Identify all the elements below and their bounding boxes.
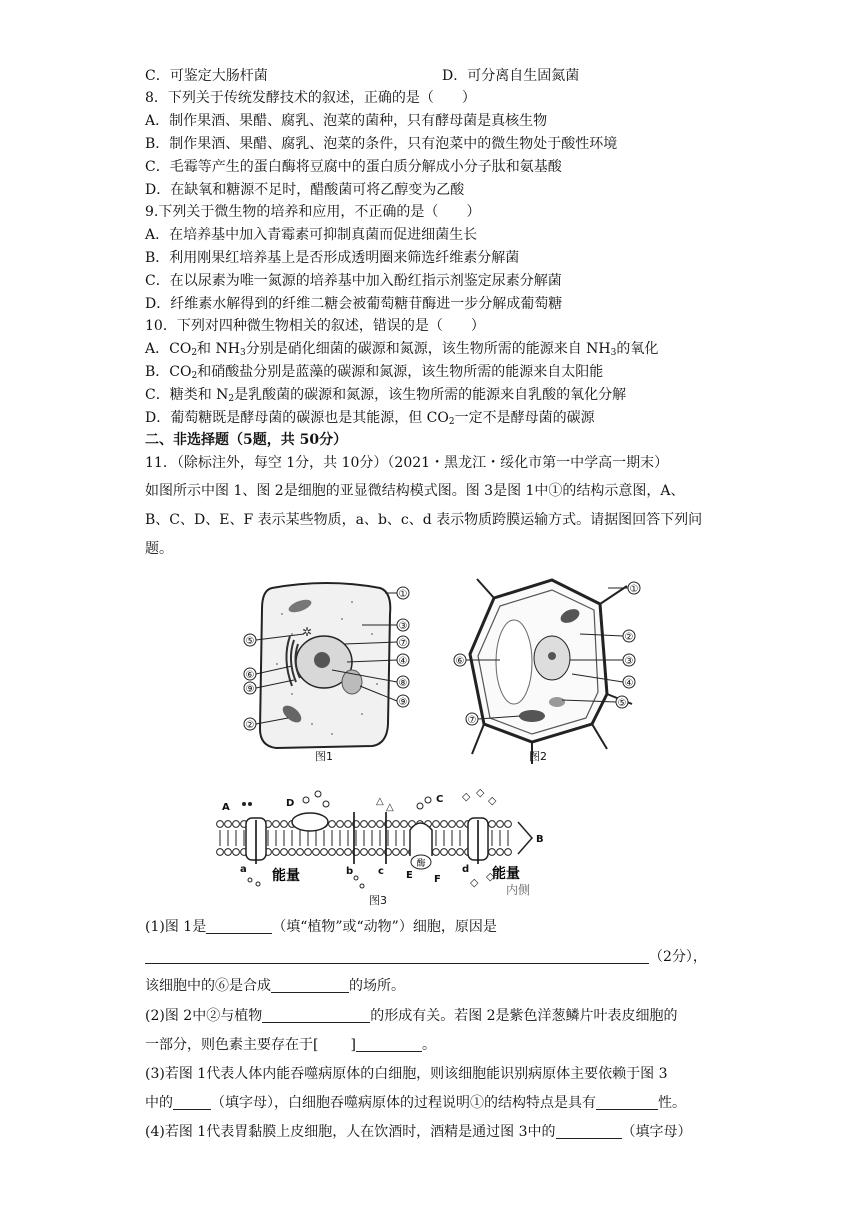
svg-text:◇: ◇: [486, 870, 495, 883]
phospholipid-head: [457, 821, 464, 828]
fig1-label: ⑨: [398, 697, 408, 708]
figure3-caption: 图3: [369, 894, 387, 907]
subq1-text: （填“植物”或“动物”）细胞，原因是: [272, 919, 497, 935]
fig1-label: ⑥: [245, 670, 255, 681]
q11-paragraph-line1: 如图所示中图 1、图 2是细胞的亚显微结构模式图。图 3是图 1中①的结构示意图，A、: [145, 483, 685, 499]
phospholipid-head: [329, 821, 336, 828]
subq4-line1: [145, 1122, 692, 1142]
phospholipid-head: [321, 849, 328, 856]
fig1-label: ②: [245, 720, 255, 731]
label-F: F: [434, 874, 441, 885]
phospholipid-head: [361, 821, 368, 828]
phospholipid-head: [489, 821, 496, 828]
cell-diagrams: [232, 574, 642, 770]
q7-option-d: D．可分离自生固氮菌: [442, 68, 580, 84]
fig2-label: ⑤: [617, 698, 627, 709]
fig1-label: ⑧: [398, 678, 408, 689]
subq2-text: 一部分，则色素主要存在于[: [145, 1037, 319, 1053]
subscript: 2: [448, 417, 455, 427]
energy-label-right: 能量: [492, 866, 520, 882]
phospholipid-head: [305, 849, 312, 856]
phospholipid-head: [225, 849, 232, 856]
q10c-part1: C．糖类和 N: [145, 387, 229, 403]
q11-paragraph-line2: B、C、D、E、F 表示某些物质，a、b、c、d 表示物质跨膜运输方式。请据图回答下列问: [145, 512, 703, 528]
svg-text:◇: ◇: [476, 786, 485, 799]
answer-blank[interactable]: [271, 978, 349, 993]
membrane-diagram: [210, 782, 550, 908]
phospholipid-head: [497, 849, 504, 856]
subscript: 3: [239, 348, 246, 358]
section-heading: 二、非选择题（5题，共 50分）: [145, 432, 348, 448]
label-A: A: [222, 802, 230, 813]
energy-label-left: 能量: [272, 868, 300, 884]
phospholipid-head: [433, 849, 440, 856]
subq3-text: 中的: [145, 1095, 173, 1111]
phospholipid-head: [217, 821, 224, 828]
phospholipid-head: [233, 849, 240, 856]
phospholipid-head: [281, 821, 288, 828]
phospholipid-head: [337, 821, 344, 828]
inside-label: 内侧: [506, 883, 531, 897]
svg-text:◇: ◇: [462, 790, 471, 803]
q10c-part2: 是乳酸菌的碳源和氮源，该生物所需的能源来自乳酸的氧化分解: [234, 387, 627, 403]
q11-header: 11．（除标注外，每空 1分，共 10分）（2021・黑龙江・绥化市第一中学高一期末）: [145, 455, 669, 471]
phospholipid-head: [377, 821, 384, 828]
subq1-text: (1)图 1是: [145, 919, 207, 935]
phospholipid-head: [289, 849, 296, 856]
answer-blank[interactable]: [556, 1124, 622, 1139]
phospholipid-head: [377, 849, 384, 856]
subq2-text: 的形成有关。若图 2是紫色洋葱鳞片叶表皮细胞的: [370, 1008, 678, 1024]
q9-stem: 9.下列关于微生物的培养和应用，不正确的是（ ）: [145, 204, 481, 220]
label-E: E: [406, 870, 413, 881]
answer-blank[interactable]: [145, 949, 649, 964]
q10-option-b: [145, 362, 603, 382]
subq2-text: ]: [350, 1037, 356, 1053]
phospholipid-head: [281, 849, 288, 856]
q10b-part1: B．CO: [145, 364, 192, 380]
label-D: D: [286, 798, 295, 809]
phospholipid-head: [233, 821, 240, 828]
fig2-label: ⑥: [455, 656, 465, 667]
q10-stem: 10．下列对四种微生物相关的叙述，错误的是（ ）: [145, 318, 485, 334]
figure2-plant-cell: [454, 579, 640, 764]
phospholipid-head: [505, 821, 512, 828]
phospholipid-head: [369, 821, 376, 828]
q8-option-b: B．制作果酒、果醋、腐乳、泡菜的条件，只有泡菜中的微生物处于酸性环境: [145, 136, 618, 152]
q10a-part4: 的氧化: [616, 341, 659, 357]
phospholipid-head: [393, 849, 400, 856]
fig1-label: ⑦: [398, 638, 408, 649]
phospholipid-head: [449, 821, 456, 828]
q10-option-c: [145, 385, 626, 405]
subq1-line3: [145, 976, 405, 996]
q9-option-a: A．在培养基中加入青霉素可抑制真菌而促进细菌生长: [145, 227, 478, 243]
q10d-part1: D．葡萄糖既是酵母菌的碳源也是其能源，但 CO: [145, 410, 449, 426]
phospholipid-head: [457, 849, 464, 856]
q8-option-d: D．在缺氧和糖源不足时，醋酸菌可将乙醇变为乙酸: [145, 182, 465, 198]
fig2-label: ⑦: [467, 715, 477, 726]
subq1-text: 的场所。: [349, 978, 405, 994]
q8-option-a: A．制作果酒、果醋、腐乳、泡菜的菌种，只有酵母菌是真核生物: [145, 113, 548, 129]
label-b: b: [346, 866, 354, 877]
subq2-text: 。: [421, 1037, 436, 1053]
phospholipid-head: [225, 821, 232, 828]
svg-text:◇: ◇: [470, 876, 479, 889]
phospholipid-head: [497, 821, 504, 828]
label-a: a: [240, 864, 247, 875]
phospholipid-head: [361, 849, 368, 856]
subq1-points: （2分），: [649, 949, 707, 965]
subscript: 2: [228, 394, 235, 404]
label-C: C: [436, 794, 444, 805]
subq3-text: （填字母），白细胞吞噬病原体的过程说明①的结构特点是具有: [211, 1095, 596, 1111]
label-c: c: [378, 866, 384, 877]
q9-option-d: D．纤维素水解得到的纤维二糖会被葡萄糖苷酶进一步分解成葡萄糖: [145, 296, 563, 312]
fig1-label: ⑨: [245, 684, 255, 695]
phospholipid-head: [449, 849, 456, 856]
fig1-label: ①: [398, 589, 408, 600]
fig1-label: ④: [398, 656, 408, 667]
q8-option-c: C．毛霉等产生的蛋白酶将豆腐中的蛋白质分解成小分子肽和氨基酸: [145, 159, 562, 175]
answer-blank[interactable]: [356, 1037, 422, 1052]
q9-option-b: B．利用刚果红培养基上是否形成透明圈来筛选纤维素分解菌: [145, 250, 520, 266]
phospholipid-head: [489, 849, 496, 856]
q10a-part2: 和 NH: [197, 341, 240, 357]
svg-text:✲: ✲: [302, 625, 313, 639]
subq3-line1: (3)若图 1代表人体内能吞噬病原体的白细胞，则该细胞能识别病原体主要依赖于图 3: [145, 1066, 668, 1082]
q9-option-c: C．在以尿素为唯一氮源的培养基中加入酚红指示剂鉴定尿素分解菌: [145, 273, 562, 289]
fig2-label: ④: [624, 678, 634, 689]
svg-text:△: △: [376, 796, 384, 807]
phospholipid-head: [369, 849, 376, 856]
phospholipid-head: [441, 821, 448, 828]
q8-stem: 8．下列关于传统发酵技术的叙述，正确的是（ ）: [145, 90, 476, 106]
figure2-caption: 图2: [529, 750, 547, 763]
phospholipid-head: [337, 849, 344, 856]
subq2-line1: [145, 1006, 678, 1026]
q10a-part3: 分别是硝化细菌的碳源和氮源，该生物所需的能源来自 NH: [245, 341, 611, 357]
phospholipid-head: [401, 849, 408, 856]
fig2-label: ①: [629, 584, 639, 595]
phospholipid-head: [297, 849, 304, 856]
figure1-caption: 图1: [315, 750, 333, 763]
phospholipid-head: [217, 849, 224, 856]
enzyme-label: 酶: [416, 859, 426, 869]
phospholipid-head: [433, 821, 440, 828]
q10d-part2: 一定不是酵母菌的碳源: [454, 410, 595, 426]
phospholipid-head: [441, 849, 448, 856]
subq1-text: 该细胞中的⑥是合成: [145, 978, 271, 994]
q11-paragraph-line3: 题。: [145, 541, 173, 557]
phospholipid-head: [505, 849, 512, 856]
subq2-line2: [145, 1035, 436, 1055]
subq4-text: (4)若图 1代表胃黏膜上皮细胞，人在饮酒时，酒精是通过图 3中的: [145, 1124, 556, 1140]
fig1-label: ③: [398, 621, 408, 632]
phospholipid-head: [273, 821, 280, 828]
fig2-label: ③: [624, 656, 634, 667]
phospholipid-head: [273, 849, 280, 856]
subq1-line2: [145, 947, 707, 967]
q10-option-d: [145, 408, 595, 428]
svg-text:△: △: [386, 802, 394, 813]
svg-text:◇: ◇: [488, 794, 497, 807]
q7-option-c: C．可鉴定大肠杆菌: [145, 68, 268, 84]
subq3-text: 性。: [658, 1095, 686, 1111]
q10a-part1: A．CO: [145, 341, 192, 357]
subq4-text: （填字母）: [621, 1124, 692, 1140]
subq2-text: (2)图 2中②与植物: [145, 1008, 263, 1024]
phospholipid-head: [313, 849, 320, 856]
phospholipid-head: [329, 849, 336, 856]
q7-options: [145, 66, 580, 86]
q10-option-a: [145, 339, 658, 359]
figure1-animal-cell: [244, 583, 409, 763]
phospholipid-head: [345, 849, 352, 856]
label-B: B: [536, 834, 544, 845]
subq1-line1: [145, 917, 497, 937]
fig2-label: ②: [624, 632, 634, 643]
subscript: 2: [191, 371, 198, 381]
subscript: 3: [610, 348, 617, 358]
answer-blank[interactable]: [596, 1095, 658, 1110]
fig1-label: ⑤: [245, 636, 255, 647]
phospholipid-head: [401, 821, 408, 828]
subq3-line2: [145, 1093, 686, 1113]
answer-blank[interactable]: [262, 1008, 370, 1023]
q10b-part2: 和硝酸盐分别是蓝藻的碳源和氮源，该生物所需的能源来自太阳能: [197, 364, 604, 380]
label-d: d: [462, 864, 470, 875]
answer-blank[interactable]: [173, 1095, 211, 1110]
answer-blank[interactable]: [206, 919, 272, 934]
phospholipid-head: [393, 821, 400, 828]
phospholipid-head: [345, 821, 352, 828]
subscript: 2: [191, 348, 198, 358]
